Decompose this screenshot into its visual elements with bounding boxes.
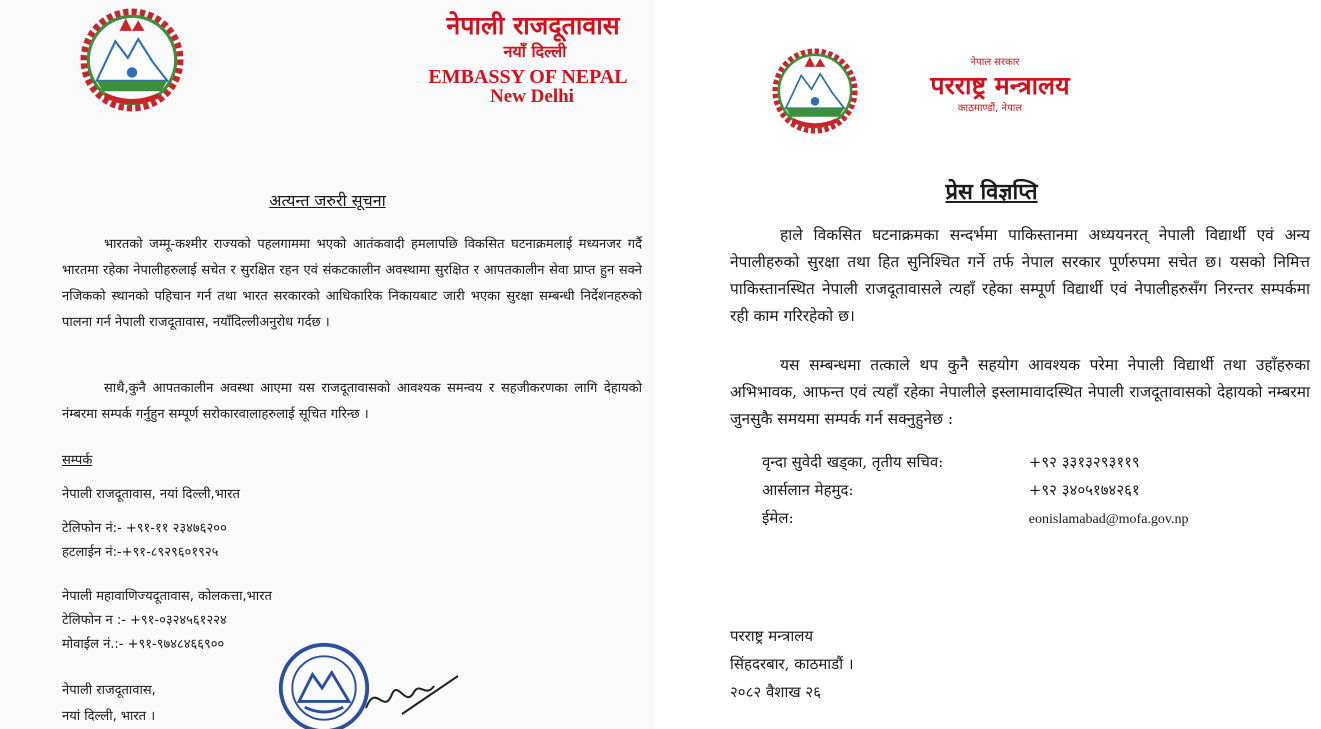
embassy-city-nepali: नयाँ दिल्ली — [503, 42, 567, 61]
sender-line: नयां दिल्ली, भारत । — [62, 709, 156, 724]
contact-row — [762, 480, 1140, 500]
contact-line: नेपाली महावाणिज्यदूतावास, कोलकत्ता,भारत — [62, 589, 272, 604]
nepal-emblem-icon — [80, 8, 184, 112]
embassy-seal-icon — [276, 640, 372, 729]
embassy-city-english: New Delhi — [490, 86, 574, 107]
embassy-notice-page — [0, 0, 655, 729]
sender-line: नेपाली राजदूतावास, — [62, 683, 156, 698]
contact-row — [762, 508, 1189, 528]
contact-label: आर्सलान मेहमुद: — [762, 481, 854, 499]
ministry-place: काठमाण्डौं, नेपाल — [957, 103, 1023, 114]
contact-value: +९२ ३४०५१७४२६१ — [1028, 481, 1140, 499]
signature-line: सिंहदरबार, काठमाडौं । — [730, 655, 854, 673]
signature-date: २०८२ वैशाख २६ — [730, 683, 822, 701]
notice-paragraph: साथै,कुनै आपतकालीन अवस्था आएमा यस राजदूतावासको आवश्यक समन्वय र सहजीकरणका लागि देहायको नंम्बरमा सम्पर्क गर्नुहुन सम्पूर्ण सरोकारवालाहरुलाई सूचित गरिन्छ । — [62, 381, 642, 422]
contact-label: ईमेल: — [762, 509, 794, 527]
contact-heading: सम्पर्क — [62, 453, 93, 468]
embassy-name-english: EMBASSY OF NEPAL — [428, 66, 628, 88]
contact-label: वृन्दा सुवेदी खड्का, तृतीय सचिव: — [762, 453, 944, 471]
signature-icon — [362, 658, 462, 724]
press-release-heading: प्रेस विज्ञप्ति — [945, 180, 1038, 205]
ministry-title: परराष्ट्र मन्त्रालय — [930, 71, 1070, 100]
contact-line: मोवाईल नं.:- +९१-९७४८४६६९०० — [62, 637, 225, 652]
nepal-emblem-icon — [772, 48, 858, 134]
contact-value: +९२ ३३१३२९३११९ — [1028, 453, 1140, 471]
contact-line: हटलाईन नं:-+९१-८९२९६०१९२५ — [62, 545, 219, 560]
press-paragraph: हाले विकसित घटनाक्रमका सन्दर्भमा पाकिस्तानमा अध्ययनरत् नेपाली विद्यार्थी एवं अन्य नेपालीहरुको सुरक्षा तथा हित सुनिश्चित गर्ने तर्फ नेपाल सरकार पूर्णरुपमा सचेत छ। यसको निमित्त पाकिस्तानस्थित नेपाली राजदूतावासले त्यहाँ रहेका सम्पूर्ण विद्यार्थी एवं नेपालीहरुसँग निरन्तर सम्पर्कमा रही काम गरिरहेको छ। — [730, 226, 1310, 325]
signature-line: परराष्ट्र मन्त्रालय — [730, 627, 814, 645]
press-paragraph: यस सम्बन्धमा तत्काले थप कुनै सहयोग आवश्यक परेमा नेपाली विद्यार्थी तथा उहाँहरुका अभिभावक, आफन्त एवं त्यहाँ रहेका नेपालीले इस्लामावादस्थित नेपाली राजदूतावासको देहायको नम्बरमा जुनसुकै समयमा सम्पर्क गर्न सक्नुहुनेछ : — [730, 356, 1310, 428]
notice-paragraph: भारतको जम्मू-कश्मीर राज्यको पहलगाममा भएको आतंकवादी हमलापछि विकसित घटनाक्रमलाई मध्यनजर गर्दै भारतमा रहेका नेपालीहरुलाई सचेत र सुरक्षित रहन एवं संकटकालीन अवस्थामा सुरक्षित र आपतकालीन सेवा प्राप्त हुन सक्ने नजिकको स्थानको पहिचान गर्न तथा भारत सरकारको आधिकारिक निकायबाट जारी भएका सुरक्षा सम्बन्धी निर्देशनहरुको पालना गर्न नेपाली राजदूतावास, नयाँदिल्लीअनुरोध गर्दछ । — [62, 237, 642, 330]
contact-line: टेलिफोन न :- +९१-०३२४५६१२२४ — [62, 613, 227, 628]
page-divider — [655, 0, 662, 729]
government-label: नेपाल सरकार — [970, 57, 1020, 68]
ministry-press-release-page — [662, 0, 1321, 729]
contact-row — [762, 452, 1140, 472]
notice-heading: अत्यन्त जरुरी सूचना — [269, 191, 386, 210]
contact-line: नेपाली राजदूतावास, नयां दिल्ली,भारत — [62, 487, 240, 502]
embassy-name-nepali: नेपाली राजदूतावास — [446, 11, 620, 40]
contact-email: eonislamabad@mofa.gov.np — [1028, 512, 1189, 527]
contact-line: टेलिफोन नं:- +९१-११ २३४७६२०० — [62, 521, 227, 536]
